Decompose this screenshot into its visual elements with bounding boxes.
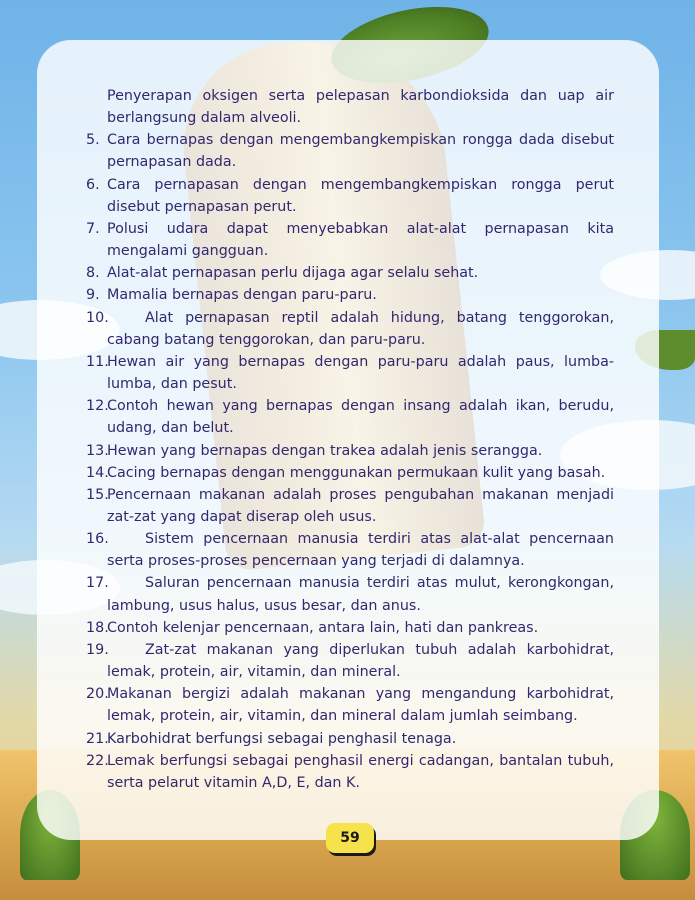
list-item <box>86 307 614 351</box>
list-item <box>86 683 614 727</box>
list-item-text: Makanan bergizi adalah makanan yang mengandung karbohidrat, lemak, protein, air, vitamin, dan mineral dalam jumlah seimbang. <box>107 686 614 725</box>
list-item-text: Lemak berfungsi sebagai penghasil energi cadangan, bantalan tubuh, serta pelarut vitamin A,D, E, dan K. <box>107 752 614 791</box>
list-item <box>86 572 614 616</box>
list-item-number: 16. <box>86 531 109 548</box>
list-item-number: 10. <box>86 309 109 326</box>
list-item-text: Contoh hewan yang bernapas dengan insang adalah ikan, berudu, udang, dan belut. <box>107 398 614 437</box>
list-item-number: 20. <box>86 686 109 703</box>
list-item-text: Cacing bernapas dengan menggunakan permukaan kulit yang basah. <box>107 464 606 481</box>
list-item <box>86 617 614 639</box>
list-item-text: Hewan air yang bernapas dengan paru-paru adalah paus, lumba-lumba, dan pesut. <box>107 353 614 393</box>
list-item-text: Contoh kelenjar pencernaan, antara lain, hati dan pankreas. <box>107 619 539 636</box>
list-item-text: Alat pernapasan reptil adalah hidung, batang tenggorokan, cabang batang tenggorokan, dan paru-paru. <box>107 309 614 348</box>
list-item-text: Alat-alat pernapasan perlu dijaga agar selalu sehat. <box>107 265 479 282</box>
list-item-text: Cara bernapas dengan mengembangkempiskan rongga dada disebut pernapasan dada. <box>107 132 614 171</box>
list-item <box>86 262 614 284</box>
list-item-number: 21. <box>86 730 109 747</box>
list-item <box>86 129 614 173</box>
list-item-text: Polusi udara dapat menyebabkan alat-alat pernapasan kita mengalami gangguan. <box>107 220 614 260</box>
list-item-number: 7. <box>86 220 100 237</box>
list-item <box>86 284 614 306</box>
list-item-number: 17. <box>86 575 109 592</box>
list-item-number: 9. <box>86 287 100 304</box>
list-item <box>86 218 614 262</box>
list-item-text: Sistem pencernaan manusia terdiri atas alat-alat pencernaan serta proses-proses pencernaan yang terjadi di dalamnya. <box>107 531 614 570</box>
list-item-number: 19. <box>86 641 109 658</box>
list-item <box>86 395 614 439</box>
page-number: 59 <box>340 830 360 846</box>
list-item-number: 11. <box>86 353 109 370</box>
list-item-number: 14. <box>86 464 109 481</box>
numbered-list <box>86 85 614 794</box>
list-item <box>86 728 614 750</box>
list-item-text: Pencernaan makanan adalah proses pengubahan makanan menjadi zat-zat yang dapat diserap oleh usus. <box>107 486 614 525</box>
list-item-text: Saluran pencernaan manusia terdiri atas mulut, kerongkongan, lambung, usus halus, usus besar, dan anus. <box>107 575 614 614</box>
list-item-number: 6. <box>86 176 100 193</box>
list-item <box>86 462 614 484</box>
list-item-text: Cara pernapasan dengan mengembangkempiskan rongga perut disebut pernapasan perut. <box>107 176 614 215</box>
list-item <box>86 351 614 395</box>
list-item <box>86 484 614 528</box>
list-item-number: 18. <box>86 619 109 636</box>
list-item-text: Zat-zat makanan yang diperlukan tubuh adalah karbohidrat, lemak, protein, air, vitamin, dan mineral. <box>107 641 614 681</box>
list-item-text: Mamalia bernapas dengan paru-paru. <box>107 287 377 304</box>
list-item-number: 15. <box>86 486 109 503</box>
page-number-badge <box>326 823 374 853</box>
list-item-number: 5. <box>86 132 100 149</box>
list-item <box>86 440 614 462</box>
list-item <box>86 639 614 683</box>
list-item-text: Penyerapan oksigen serta pelepasan karbondioksida dan uap air berlangsung dalam alveoli. <box>107 88 614 127</box>
list-item <box>86 528 614 572</box>
list-item-text: Karbohidrat berfungsi sebagai penghasil tenaga. <box>107 730 457 747</box>
list-item-text: Hewan yang bernapas dengan trakea adalah jenis serangga. <box>107 442 543 459</box>
list-item-number: 22. <box>86 752 109 769</box>
list-item <box>86 174 614 218</box>
list-item-number: 12. <box>86 398 109 415</box>
list-item-number: 8. <box>86 265 100 282</box>
list-item-number: 13. <box>86 442 109 459</box>
list-item-intro <box>86 85 614 129</box>
list-item <box>86 750 614 794</box>
